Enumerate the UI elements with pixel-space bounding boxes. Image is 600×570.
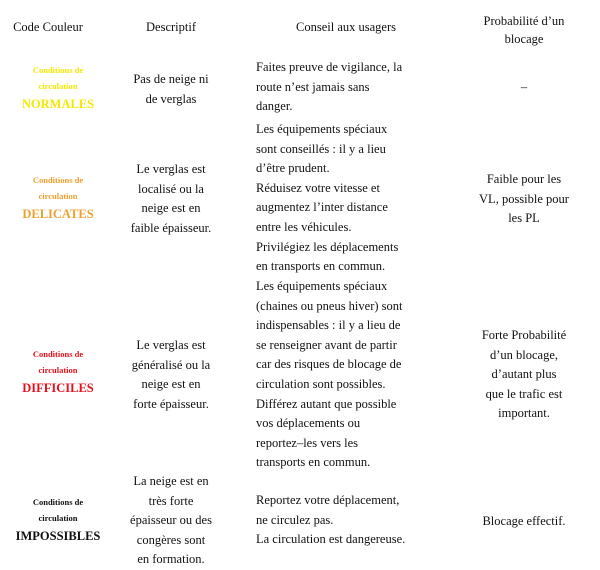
code-impossibles [0, 494, 116, 546]
header-descriptif: Descriptif [146, 20, 196, 34]
code-difficiles [0, 346, 116, 398]
probabilite-delicates: Faible pour les VL, possible pour les PL [479, 172, 569, 226]
probabilite-difficiles: Forte Probabilité d’un blocage, d’autant plus que le trafic est important. [481, 328, 567, 421]
descriptif-impossibles: La neige est en très forte épaisseur ou des congères sont en formation. [130, 474, 212, 567]
header-probabilite: Probabilité d’un blocage [483, 14, 565, 46]
code-difficiles-label: Conditions de circulation [32, 349, 84, 375]
code-delicates [0, 172, 116, 224]
descriptif-difficiles: Le verglas est généralisé ou la neige est en forte épaisseur. [131, 338, 211, 411]
header-code-couleur: Code Couleur [13, 20, 83, 34]
code-impossibles-value: IMPOSSIBLES [15, 529, 101, 543]
probabilite-impossibles: Blocage effectif. [482, 514, 566, 528]
code-impossibles-label: Conditions de circulation [32, 497, 84, 523]
header-conseil: Conseil aux usagers [296, 20, 396, 34]
descriptif-normales: Pas de neige ni de verglas [133, 72, 209, 106]
code-normales-label: Conditions de circulation [32, 65, 84, 91]
descriptif-delicates: Le verglas est localisé ou la neige est en faible épaisseur. [130, 162, 212, 235]
code-normales-value: NORMALES [21, 97, 95, 111]
conseil-difficiles: Les équipements spéciaux (chaines ou pneus hiver) sont indispensables : il y a lieu de se renseigner avant de partir car des risques de blocage de circulation sont possibles. Différez autant que possible vos déplacements ou reportez–les vers les transports en commun. [256, 279, 403, 470]
probabilite-normales: – [520, 80, 528, 94]
conseil-impossibles: Reportez votre déplacement, ne circulez pas. La circulation est dangereuse. [256, 493, 406, 547]
conseil-delicates: Les équipements spéciaux sont conseillés : il y a lieu d’être prudent. Réduisez votre vitesse et augmentez l’inter distance entre les véhicules. Privilégiez les déplacements en transports en commun. [256, 122, 399, 274]
code-delicates-value: DELICATES [22, 207, 94, 221]
conseil-normales: Faites preuve de vigilance, la route n’est jamais sans danger. [256, 60, 403, 114]
code-difficiles-value: DIFFICILES [22, 381, 94, 395]
code-delicates-label: Conditions de circulation [32, 175, 84, 201]
code-normales [0, 62, 116, 114]
